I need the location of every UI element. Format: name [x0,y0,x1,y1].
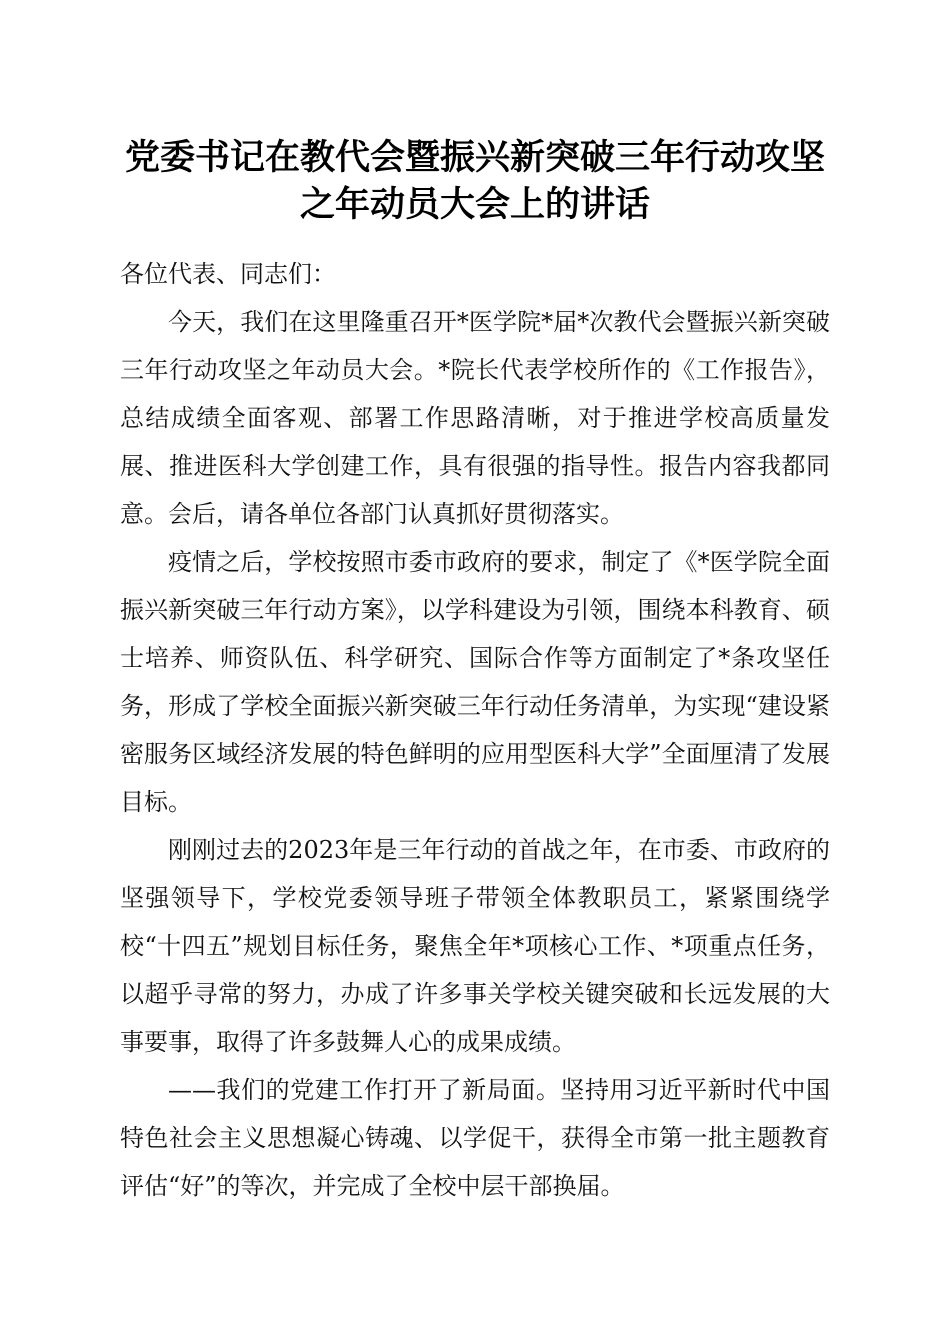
salutation: 各位代表、同志们： [120,260,336,288]
document-title-line-1: 党委书记在教代会暨振兴新突破三年行动攻坚 [124,137,825,178]
paragraph-party-building: ——我们的党建工作打开了新局面。坚持用习近平新时代中国特色社会主义思想凝心铸魂、以学促干，获得全市第一批主题教育评估“好”的等次，并完成了全校中层干部换届。 [120,1076,830,1200]
paragraph-2023-review: 刚刚过去的2023年是三年行动的首战之年，在市委、市政府的坚强领导下，学校党委领导班子带领全体教职员工，紧紧围绕学校“十四五”规划目标任务，聚焦全年*项核心工作、*项重点任务，以超乎寻常的努力，办成了许多事关学校关键突破和长远发展的大事要事，取得了许多鼓舞人心的成果成绩。 [120,836,830,1056]
paragraph-opening: 今天，我们在这里隆重召开*医学院*届*次教代会暨振兴新突破三年行动攻坚之年动员大会。*院长代表学校所作的《工作报告》，总结成绩全面客观、部署工作思路清晰，对于推进学校高质量发展、推进医科大学创建工作，具有很强的指导性。报告内容我都同意。会后，请各单位各部门认真抓好贯彻落实。 [120,308,830,528]
paragraph-plan: 疫情之后，学校按照市委市政府的要求，制定了《*医学院全面振兴新突破三年行动方案》，以学科建设为引领，围绕本科教育、硕士培养、师资队伍、科学研究、国际合作等方面制定了*条攻坚任务，形成了学校全面振兴新突破三年行动任务清单，为实现“建设紧密服务区域经济发展的特色鲜明的应用型医科大学”全面厘清了发展目标。 [120,548,830,816]
document-title-line-2: 之年动员大会上的讲话 [299,184,650,225]
document-body [120,250,830,1210]
